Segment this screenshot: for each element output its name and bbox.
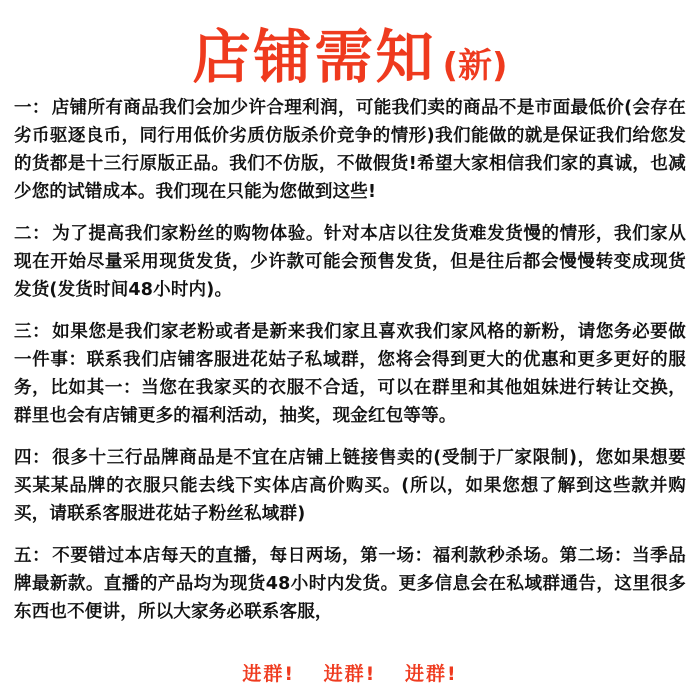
notice-section-1	[14, 94, 686, 206]
title-main-text: 店铺需知	[192, 23, 437, 91]
notice-section-3	[14, 318, 686, 430]
section-text-5: 不要错过本店每天的直播，每日两场，第一场：福利款秒杀场。第二场：当季品牌最新款。直播的产品均为现货48小时内发货。更多信息会在私域群通告，这里很多东西也不便讲，所以大家务必联系客服，	[14, 546, 687, 622]
footer-item-2: 进群!	[323, 663, 377, 685]
notice-section-4	[14, 444, 686, 528]
section-text-4: 很多十三行品牌商品是不宜在店铺上链接售卖的(受制于厂家限制)，您如果想要买某某品牌的衣服只能去线下实体店高价购买。(所以，如果您想了解到这些款并购买，请联系客服进花姑子粉丝私域群)	[14, 448, 686, 524]
section-lead-1: 一：	[14, 98, 50, 118]
section-lead-5: 五：	[14, 546, 51, 566]
section-text-2: 为了提高我们家粉丝的购物体验。针对本店以往发货难发货慢的情形，我们家从现在开始尽量采用现货发货，少许款可能会预售发货，但是往后都会慢慢转变成现货发货(发货时间48小时内)。	[14, 224, 687, 300]
section-lead-4: 四：	[14, 448, 51, 468]
page-title	[14, 0, 686, 94]
notice-section-2	[14, 220, 686, 304]
footer-call-to-action	[0, 659, 700, 686]
section-text-1: 店铺所有商品我们会加少许合理利润，可能我们卖的商品不是市面最低价(会存在劣币驱逐良币，同行用低价劣质仿版杀价竞争的情形)我们能做的就是保证我们给您发的货都是十三行原版正品。我们不仿版，不做假货!希望大家相信我们家的真诚，也减少您的试错成本。我们现在只能为您做到这些!	[14, 98, 686, 202]
title-sub-text: (新)	[442, 46, 508, 86]
footer-item-3: 进群!	[404, 663, 458, 685]
section-lead-3: 三：	[14, 322, 51, 342]
section-lead-2: 二：	[14, 224, 51, 244]
section-text-3: 如果您是我们家老粉或者是新来我们家且喜欢我们家风格的新粉，请您务必要做一件事：联系我们店铺客服进花姑子私域群，您将会得到更大的优惠和更多更好的服务，比如其一：当您在我家买的衣服不合适，可以在群里和其他姐妹进行转让交换，群里也会有店铺更多的福利活动，抽奖，现金红包等等。	[14, 322, 687, 426]
footer-item-1: 进群!	[242, 663, 296, 685]
notice-section-5	[14, 542, 686, 626]
